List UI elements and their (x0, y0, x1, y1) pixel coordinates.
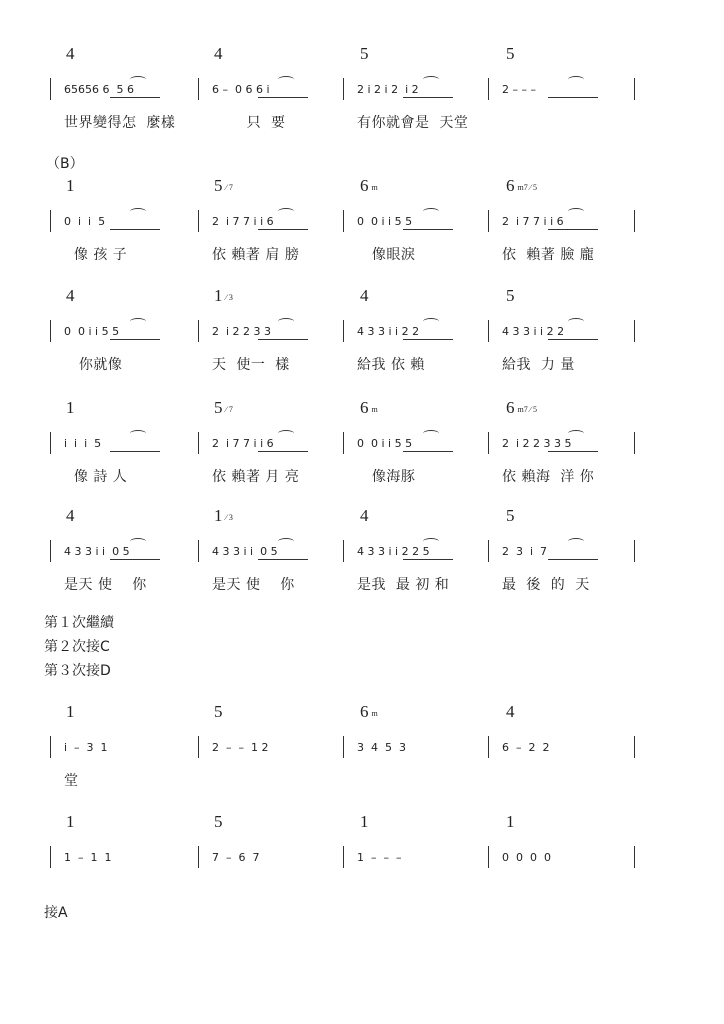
measure-notes: 0 i i 5 (64, 215, 106, 228)
lyric-line: 是我 最 初 和 (357, 577, 450, 593)
chord-symbol (214, 506, 233, 526)
measure-notes: 7 – 6 7 (212, 851, 260, 864)
lyric-line: 像 詩 人 (64, 469, 128, 485)
beam-line (403, 559, 453, 560)
instruction-3: 第３次接D (44, 663, 111, 679)
beam-line (548, 339, 598, 340)
tie-arc (568, 208, 584, 215)
chord-root: 4 (66, 506, 75, 525)
instruction-1: 第１次繼續 (44, 615, 114, 631)
measure-notes: 4 3 3 i i 0 5 (64, 545, 130, 558)
barline (50, 736, 51, 758)
barline (50, 210, 51, 232)
measure-notes: 2 i 7 7 i i 6 (212, 437, 274, 450)
barline (50, 432, 51, 454)
measure-notes: 4 3 3 i i 2 2 (502, 325, 565, 338)
measure-notes: 2 i 2 2 3 3 5 (502, 437, 572, 450)
lyric-line: 天 使一 樣 (212, 357, 290, 373)
measure-notes: i i i 5 (64, 437, 102, 450)
chord-symbol (506, 812, 518, 832)
chord-root: 4 (66, 286, 75, 305)
lyric-line: 像眼淚 (357, 247, 416, 263)
tie-arc (423, 76, 439, 83)
chord-root: 1 (66, 702, 75, 721)
lyric-line: 像 孩 子 (64, 247, 128, 263)
lyric-line: 給我 力 量 (502, 357, 575, 373)
measure-notes: 0 0 i i 5 5 (357, 437, 413, 450)
chord-symbol (214, 176, 233, 196)
chord-root: 5 (214, 176, 223, 195)
chord-root: 1 (360, 812, 369, 831)
beam-line (258, 559, 308, 560)
chord-root: 4 (214, 44, 223, 63)
chord-root: 5 (214, 398, 223, 417)
barline (50, 78, 51, 100)
tie-arc (130, 318, 146, 325)
chord-quality: ⁄ 3 (225, 293, 233, 302)
tie-arc (568, 430, 584, 437)
chord-root: 1 (66, 812, 75, 831)
barline (488, 432, 489, 454)
chord-symbol (506, 176, 537, 196)
chord-symbol (360, 398, 378, 418)
chord-root: 5 (214, 812, 223, 831)
tie-arc (278, 208, 294, 215)
chord-symbol (506, 702, 518, 722)
lyric-line: 像海豚 (357, 469, 416, 485)
lyric-line: 只 要 (212, 115, 286, 131)
measure-notes: 2 i 2 i 2 i 2 (357, 83, 419, 96)
chord-symbol (506, 44, 518, 64)
tie-arc (568, 538, 584, 545)
chord-root: 4 (66, 44, 75, 63)
measure-notes: 1 – – – (357, 851, 402, 864)
beam-line (548, 451, 598, 452)
chord-quality: m7 ⁄ 5 (517, 183, 538, 192)
chord-symbol (506, 506, 518, 526)
measure-notes: 0 0 0 0 (502, 851, 551, 864)
barline (488, 540, 489, 562)
chord-quality: ⁄ 7 (225, 183, 233, 192)
chord-quality: ⁄ 3 (225, 513, 233, 522)
lyric-line: 依 賴著 月 亮 (212, 469, 300, 485)
barline (50, 846, 51, 868)
beam-line (258, 451, 308, 452)
chord-root: 5 (506, 506, 515, 525)
lyric-line: 有你就會是 天堂 (357, 115, 469, 131)
chord-quality: ⁄ 7 (225, 405, 233, 414)
chord-root: 5 (214, 702, 223, 721)
barline (343, 432, 344, 454)
beam-line (403, 97, 453, 98)
barline (198, 210, 199, 232)
barline (634, 432, 635, 454)
beam-line (110, 339, 160, 340)
barline (634, 846, 635, 868)
chord-quality: m7 ⁄ 5 (517, 405, 538, 414)
chord-quality: m (371, 709, 378, 718)
chord-symbol (66, 812, 78, 832)
tie-arc (130, 76, 146, 83)
tie-arc (423, 430, 439, 437)
chord-root: 1 (66, 398, 75, 417)
lyric-line: 堂 (64, 773, 79, 789)
chord-symbol (360, 286, 372, 306)
measure-notes: 2 i 2 2 3 3 (212, 325, 272, 338)
tie-arc (423, 208, 439, 215)
barline (343, 736, 344, 758)
beam-line (548, 97, 598, 98)
barline (634, 540, 635, 562)
barline (198, 540, 199, 562)
beam-line (258, 97, 308, 98)
beam-line (110, 97, 160, 98)
measure-notes: 2 i 7 7 i i 6 (212, 215, 274, 228)
barline (488, 736, 489, 758)
end-label: 接A (44, 905, 68, 921)
chord-root: 4 (360, 286, 369, 305)
measure-notes: 0 0 i i 5 5 (357, 215, 413, 228)
measure-notes: 3 4 5 3 (357, 741, 406, 754)
chord-root: 1 (214, 286, 223, 305)
beam-line (258, 339, 308, 340)
tie-arc (278, 430, 294, 437)
tie-arc (568, 76, 584, 83)
chord-root: 5 (360, 44, 369, 63)
chord-symbol (360, 176, 378, 196)
chord-root: 6 (506, 398, 515, 417)
beam-line (403, 451, 453, 452)
measure-notes: 6 – 0 6 6 i (212, 83, 270, 96)
measure-notes: 0 0 i i 5 5 (64, 325, 120, 338)
tie-arc (130, 430, 146, 437)
lyric-line: 依 賴著 肩 膀 (212, 247, 300, 263)
barline (198, 78, 199, 100)
tie-arc (278, 538, 294, 545)
lyric-line: 是天 使 你 (64, 577, 147, 593)
barline (198, 320, 199, 342)
measure-notes: 6 – 2 2 (502, 741, 550, 754)
chord-symbol (506, 398, 537, 418)
barline (343, 846, 344, 868)
lyric-line: 依 賴著 臉 龐 (502, 247, 595, 263)
beam-line (110, 559, 160, 560)
chord-symbol (360, 812, 372, 832)
tie-arc (423, 318, 439, 325)
chord-root: 4 (506, 702, 515, 721)
tie-arc (130, 208, 146, 215)
chord-root: 5 (506, 286, 515, 305)
lyric-line: 最 後 的 天 (502, 577, 590, 593)
chord-symbol (214, 702, 226, 722)
chord-symbol (66, 44, 78, 64)
tie-arc (568, 318, 584, 325)
barline (488, 320, 489, 342)
measure-notes: 2 – – 1 2 (212, 741, 269, 754)
chord-symbol (360, 44, 372, 64)
chord-root: 1 (506, 812, 515, 831)
barline (488, 210, 489, 232)
chord-quality: m (371, 405, 378, 414)
lyric-line: 給我 依 賴 (357, 357, 425, 373)
chord-root: 5 (506, 44, 515, 63)
instruction-2: 第２次接C (44, 639, 110, 655)
measure-notes: i – 3 1 (64, 741, 108, 754)
chord-symbol (360, 506, 372, 526)
barline (50, 320, 51, 342)
chord-symbol (214, 812, 226, 832)
measure-notes: 2 – – – (502, 83, 536, 96)
tie-arc (130, 538, 146, 545)
chord-root: 6 (506, 176, 515, 195)
barline (343, 540, 344, 562)
chord-symbol (66, 506, 78, 526)
tie-arc (423, 538, 439, 545)
chord-symbol (214, 44, 226, 64)
measure-notes: 4 3 3 i i 2 2 5 (357, 545, 430, 558)
barline (343, 78, 344, 100)
tie-arc (278, 318, 294, 325)
barline (198, 432, 199, 454)
beam-line (548, 559, 598, 560)
section-b-label: （B） (46, 156, 84, 172)
barline (198, 846, 199, 868)
beam-line (258, 229, 308, 230)
chord-root: 6 (360, 398, 369, 417)
chord-symbol (360, 702, 378, 722)
chord-root: 1 (66, 176, 75, 195)
lyric-line: 依 賴海 洋 你 (502, 469, 595, 485)
lyric-line: 你就像 (64, 357, 123, 373)
measure-notes: 2 i 7 7 i i 6 (502, 215, 564, 228)
chord-root: 4 (360, 506, 369, 525)
chord-symbol (66, 398, 78, 418)
barline (343, 210, 344, 232)
chord-root: 1 (214, 506, 223, 525)
barline (634, 78, 635, 100)
beam-line (110, 229, 160, 230)
lyric-line: 世界變得怎 麼樣 (64, 115, 176, 131)
barline (50, 540, 51, 562)
beam-line (548, 229, 598, 230)
beam-line (110, 451, 160, 452)
measure-notes: 1 – 1 1 (64, 851, 112, 864)
chord-root: 6 (360, 176, 369, 195)
chord-symbol (66, 176, 78, 196)
measure-notes: 65656 6 5 6 (64, 83, 134, 96)
barline (634, 736, 635, 758)
chord-symbol (214, 286, 233, 306)
barline (488, 78, 489, 100)
tie-arc (278, 76, 294, 83)
lyric-line: 是天 使 你 (212, 577, 295, 593)
chord-symbol (66, 286, 78, 306)
barline (634, 210, 635, 232)
chord-symbol (506, 286, 518, 306)
chord-symbol (66, 702, 78, 722)
barline (198, 736, 199, 758)
chord-symbol (214, 398, 233, 418)
barline (488, 846, 489, 868)
barline (343, 320, 344, 342)
measure-notes: 4 3 3 i i 2 2 (357, 325, 420, 338)
barline (634, 320, 635, 342)
beam-line (403, 229, 453, 230)
chord-root: 6 (360, 702, 369, 721)
measure-notes: 4 3 3 i i 0 5 (212, 545, 278, 558)
measure-notes: 2 3 i 7 (502, 545, 548, 558)
chord-quality: m (371, 183, 378, 192)
beam-line (403, 339, 453, 340)
